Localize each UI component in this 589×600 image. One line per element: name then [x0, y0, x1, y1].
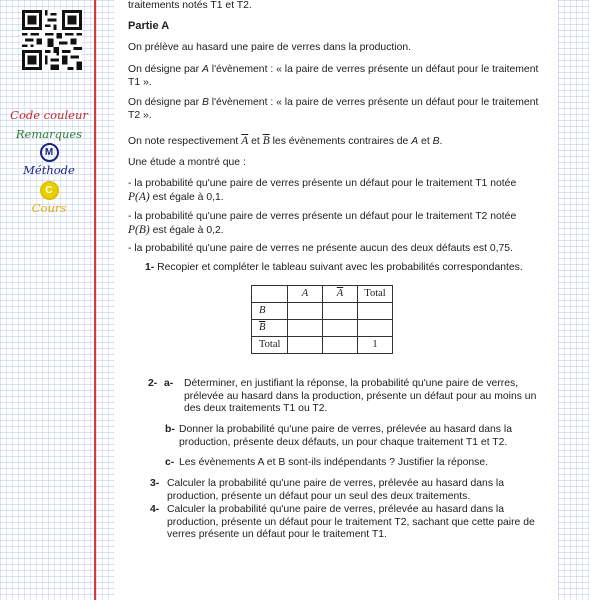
prob-b: P(B)	[128, 223, 150, 236]
text: l'évènement : « la paire de verres présente un défaut pour le traitement T1 ».	[128, 64, 539, 88]
text: .	[439, 136, 443, 147]
var-a: A	[201, 64, 209, 75]
q1-text: Recopier et compléter le tableau suivant avec les probabilités correspondantes.	[157, 262, 523, 273]
text: est égale à 0,2.	[149, 224, 224, 236]
table-row	[252, 286, 393, 303]
paragraph-event-b	[128, 97, 540, 122]
text: On désigne par	[128, 97, 202, 108]
question-3	[150, 478, 540, 503]
q1-number: 1-	[145, 262, 155, 273]
table-row	[252, 303, 393, 320]
text: On désigne par	[128, 64, 202, 75]
q2c-text: Les évènements A et B sont-ils indépendants ? Justifier la réponse.	[179, 457, 489, 468]
row-header-b-bar: $\overline{B}$	[252, 320, 288, 337]
paragraph-complements	[128, 135, 540, 149]
top-line: traitements notés T1 et T2.	[128, 0, 252, 11]
text: et	[418, 136, 433, 147]
legend-cours-badge	[8, 181, 90, 201]
q2a-text: Déterminer, en justifiant la réponse, la probabilité qu'une paire de verres, prélevée au hasard dans la production, présente un défaut pour au moins un des deux traitements T1 ou T2.	[184, 378, 537, 414]
q2b-label: b-	[165, 424, 175, 435]
legend-cours: Cours	[31, 201, 67, 215]
q2-number: 2-	[148, 378, 158, 389]
total-value: 1	[358, 337, 393, 354]
table-cell	[358, 303, 393, 320]
question-2b	[165, 424, 540, 449]
row-header-b: B	[252, 303, 288, 320]
part-title: Partie A	[128, 20, 170, 32]
qr-code-icon	[22, 10, 82, 70]
legend-methode: Méthode	[23, 163, 75, 177]
text: les évènements contraires de	[269, 136, 412, 147]
color-code-legend	[8, 108, 90, 215]
var-a: A	[411, 136, 419, 147]
q4-text: Calculer la probabilité qu'une paire de verres, prélevée au hasard dans la production, présente un défaut pour le traitement T2, sachant que cette paire de verres présente un défaut pour le traitement T1.	[167, 504, 535, 540]
paragraph-1: On prélève au hasard une paire de verres dans la production.	[128, 42, 412, 53]
legend-remarques: Remarques	[15, 127, 83, 141]
question-2a	[148, 378, 540, 416]
row-header-total: Total	[252, 337, 288, 354]
probability-table	[251, 285, 393, 354]
q3-text: Calculer la probabilité qu'une paire de verres, prélevée au hasard dans la production, présente un défaut pour un seul des deux traitements.	[167, 478, 505, 502]
q2b-text: Donner la probabilité qu'une paire de verres, prélevée au hasard dans la production, présente deux défauts, un pour chaque traitement T1 et T2.	[179, 424, 512, 448]
question-1	[145, 262, 540, 275]
table-cell	[288, 337, 323, 354]
text: - la probabilité qu'une paire de verres présente un défaut pour le traitement T1 notée	[128, 178, 517, 189]
text: l'évènement : « la paire de verres présente un défaut pour le traitement T2 ».	[128, 97, 539, 121]
table-row	[252, 320, 393, 337]
table-cell	[323, 337, 358, 354]
prob-a: P(A)	[128, 190, 150, 203]
margin-line	[94, 0, 96, 600]
question-2c	[165, 457, 540, 470]
legend-methode-badge	[8, 143, 90, 163]
table-cell	[288, 320, 323, 337]
text: On note respectivement	[128, 136, 242, 147]
bullet-neither: - la probabilité qu'une paire de verres ne présente aucun des deux défauts est 0,75.	[128, 243, 513, 254]
var-b-bar: $\overline{B}$	[262, 135, 270, 147]
var-b: B	[432, 136, 440, 147]
table-cell	[358, 320, 393, 337]
legend-code-couleur: Code couleur	[10, 108, 88, 122]
table-row	[252, 337, 393, 354]
q4-number: 4-	[150, 504, 160, 515]
q2a-label: a-	[164, 378, 174, 389]
text: est égale à 0,1.	[149, 191, 224, 203]
bullet-p-a	[128, 178, 540, 204]
bullet-p-b	[128, 211, 540, 237]
q2c-label: c-	[165, 457, 175, 468]
text: et	[248, 136, 263, 147]
table-cell	[323, 320, 358, 337]
question-4	[150, 504, 540, 542]
var-b: B	[201, 97, 209, 108]
header-a: A	[288, 286, 323, 303]
header-total: Total	[358, 286, 393, 303]
cours-c-icon: C	[40, 181, 59, 200]
table-cell	[323, 303, 358, 320]
q3-number: 3-	[150, 478, 160, 489]
methode-m-icon: M	[40, 143, 59, 162]
table-cell	[288, 303, 323, 320]
paragraph-event-a	[128, 64, 540, 89]
text: - la probabilité qu'une paire de verres présente un défaut pour le traitement T2 notée	[128, 211, 517, 222]
var-a-bar: $\overline{A}$	[241, 135, 249, 147]
table-cell	[252, 286, 288, 303]
paragraph-study: Une étude a montré que :	[128, 157, 246, 168]
header-a-bar: $\overline{A}$	[323, 286, 358, 303]
